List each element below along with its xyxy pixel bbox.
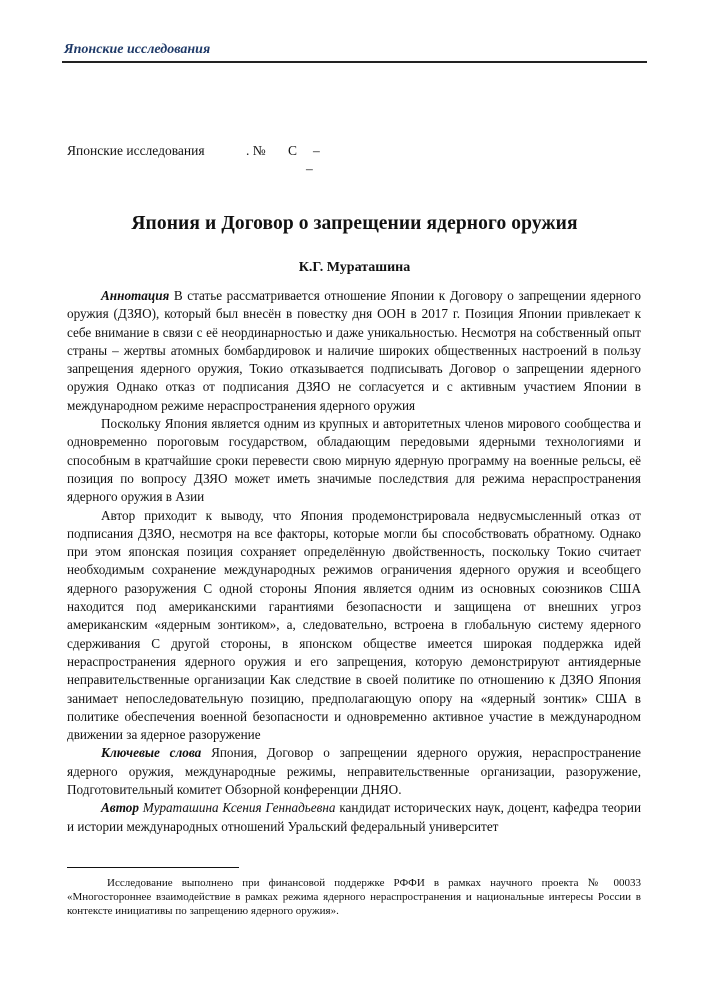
article-title: Япония и Договор о запрещении ядерного оружия [131, 213, 578, 234]
abstract-paragraph-3: Автор приходит к выводу, что Япония продемонстрировала недвусмысленный отказ от подписания ДЗЯО, несмотря на все факторы, которые могли бы способствовать обратному. Однако при этом японская позиция сохраняет определённую двойственность, поскольку Токио считает необходимым сохранение международных режимов ограничения ядерного оружия и всеобщего ядерного разоружения С одной стороны Япония является одним из основных союзников США находится под американскими гарантиями безопасности и защищена от внешних угроз американским «ядерным зонтиком», а, следовательно, встроена в глобальную систему ядерного сдерживания С другой стороны, в японском обществе имеется широкая поддержка идей нераспространения ядерного оружия и его запрещения, которую демонстрируют антиядерные неправительственные организации Как следствие в своей политике по отношению к ДЗЯО Япония занимает непоследовательную позицию, предполагающую опору на «ядерный зонтик» США в политике обеспечения военной безопасности и одновременно активное участие в международном движении за ядерное разоружение [67, 507, 641, 743]
keywords-label: Ключевые слова [101, 745, 202, 761]
citation-number: . № [246, 143, 266, 158]
footnote [67, 876, 641, 918]
article-author: К.Г. Мураташина [298, 260, 411, 275]
citation-dash: – [313, 143, 320, 158]
article-body [67, 287, 641, 836]
footnote-text: Исследование выполнено при финансовой поддержке РФФИ в рамках научного проекта № 00033 «Многостороннее взаимодействие в рамках режима ядерного нераспространения и национальные интересы России в контексте инициативы по запрещению ядерного оружия». [67, 877, 641, 917]
running-header: Японские исследования [64, 42, 211, 57]
citation-journal: Японские исследования [67, 143, 205, 158]
footnote-divider [67, 867, 239, 868]
author-info-name: Мураташина Ксения Геннадьевна [142, 800, 336, 816]
citation-pages: С [288, 143, 298, 158]
author-info-label: Автор [101, 800, 139, 816]
keywords-paragraph [67, 744, 641, 799]
author-info-paragraph [67, 799, 641, 836]
header-divider [62, 61, 647, 63]
author-info-text: кандидат исторических наук, доцент, кафедра теории и истории международных отношений Уральский федеральный университет [67, 800, 642, 834]
abstract-label: Аннотация [101, 288, 170, 303]
abstract-text-1: В статье рассматривается отношение Японии к Договору о запрещении ядерного оружия (ДЗЯО), который был внесён в повестку дня ООН в 2017 г. Позиция Японии привлекает к себе внимание в связи с её неординарностью и даже уникальностью. Несмотря на собственный опыт страны – жертвы атомных бомбардировок и наличие широких общественных настроений в пользу запрещения ядерного оружия, Токио отказывается подписывать Договор о запрещении ядерного оружия Однако отказ от подписания ДЗЯО не согласуется и с активным участием Японии в международном режиме нераспространения ядерного оружия [67, 288, 642, 413]
keywords-text: Япония, Договор о запрещении ядерного оружия, нераспространение ядерного оружия, международные режимы, неправительственные организации, разоружение, Подготовительный комитет Обзорной конференции ДНЯО. [67, 745, 642, 798]
abstract-paragraph [67, 287, 641, 415]
abstract-paragraph-2: Поскольку Япония является одним из крупных и авторитетных членов мирового сообщества и одновременно пороговым государством, обладающим передовыми ядерными технологиями и способным в кратчайшие сроки перевести свою мирную ядерную программу на военные рельсы, её позиция по вопросу ДЗЯО может иметь значимые последствия для режима нераспространения ядерного оружия в Азии [67, 416, 641, 505]
citation-dash-second: – [306, 161, 313, 176]
